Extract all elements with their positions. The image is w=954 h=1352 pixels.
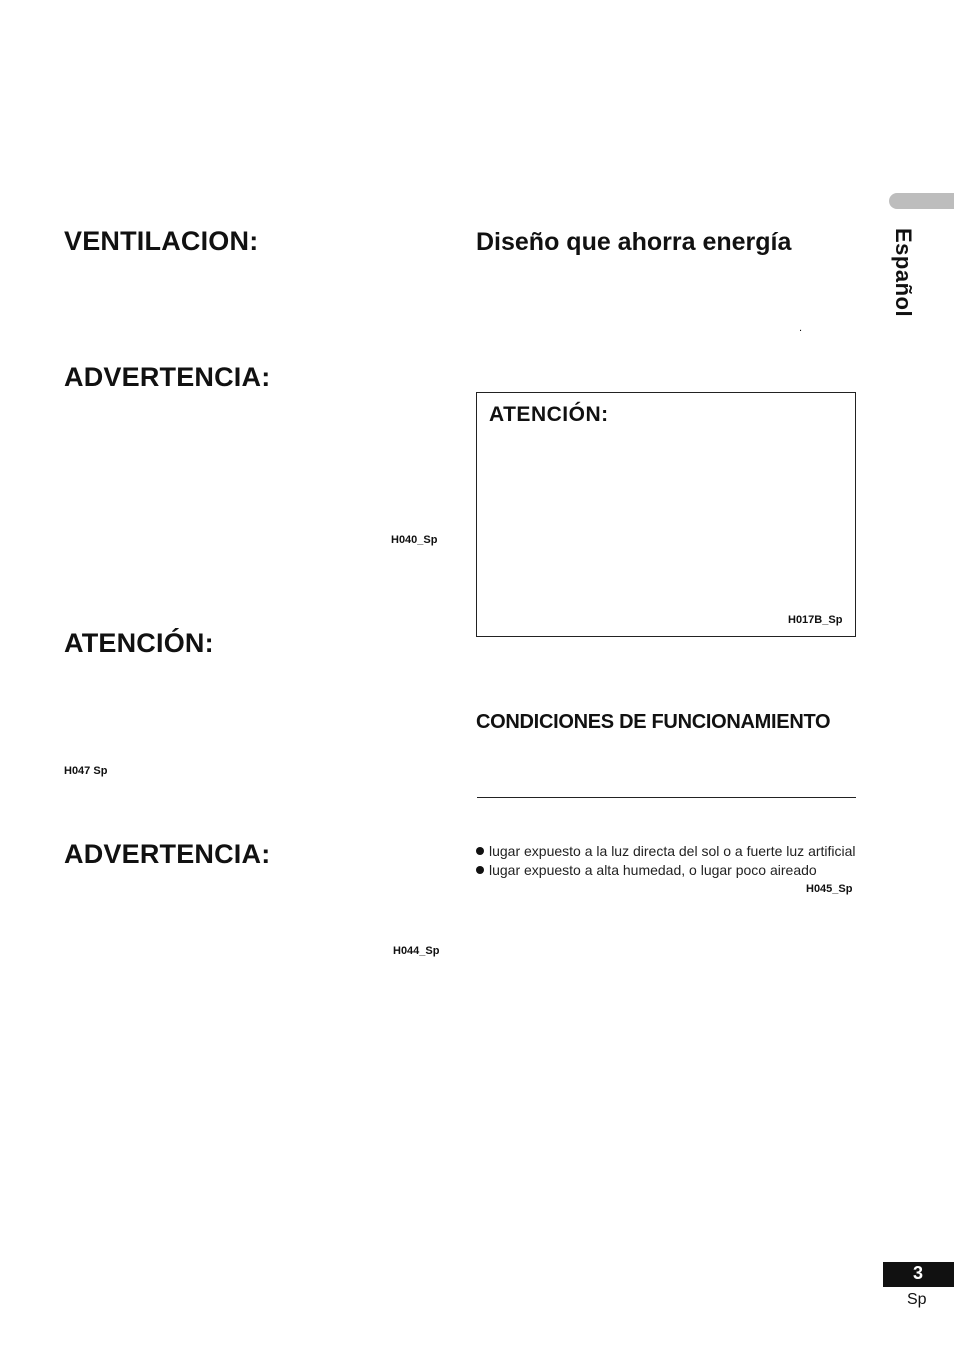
reference-code-h045: H045_Sp: [806, 883, 853, 895]
reference-code-h047: H047 Sp: [64, 765, 108, 777]
page-number: 3: [913, 1263, 924, 1283]
atencion-heading: ATENCIÓN:: [64, 628, 214, 658]
reference-code-h017b: H017B_Sp: [788, 614, 843, 626]
list-item: lugar expuesto a la luz directa del sol o a fuerte luz artificial: [476, 843, 856, 859]
reference-code-h040: H040_Sp: [391, 534, 438, 546]
language-label: Español: [891, 228, 916, 318]
stray-dot: .: [799, 322, 803, 334]
bullet-icon: [476, 866, 484, 874]
page-number-box: [883, 1262, 954, 1287]
section-divider: [477, 797, 856, 798]
language-tab: [889, 193, 954, 209]
page-suffix: Sp: [907, 1291, 927, 1308]
energy-saving-heading: Diseño que ahorra energía: [476, 228, 792, 256]
atencion-box-heading: ATENCIÓN:: [489, 403, 609, 426]
atencion-box: [476, 392, 856, 637]
bullet-icon: [476, 847, 484, 855]
reference-code-h044: H044_Sp: [393, 945, 440, 957]
conditions-heading: CONDICIONES DE FUNCIONAMIENTO: [476, 711, 831, 733]
list-item: lugar expuesto a alta humedad, o lugar poco aireado: [476, 862, 817, 878]
ventilacion-heading: VENTILACION:: [64, 226, 259, 256]
advertencia-heading-2: ADVERTENCIA:: [64, 839, 271, 869]
advertencia-heading-1: ADVERTENCIA:: [64, 362, 271, 392]
